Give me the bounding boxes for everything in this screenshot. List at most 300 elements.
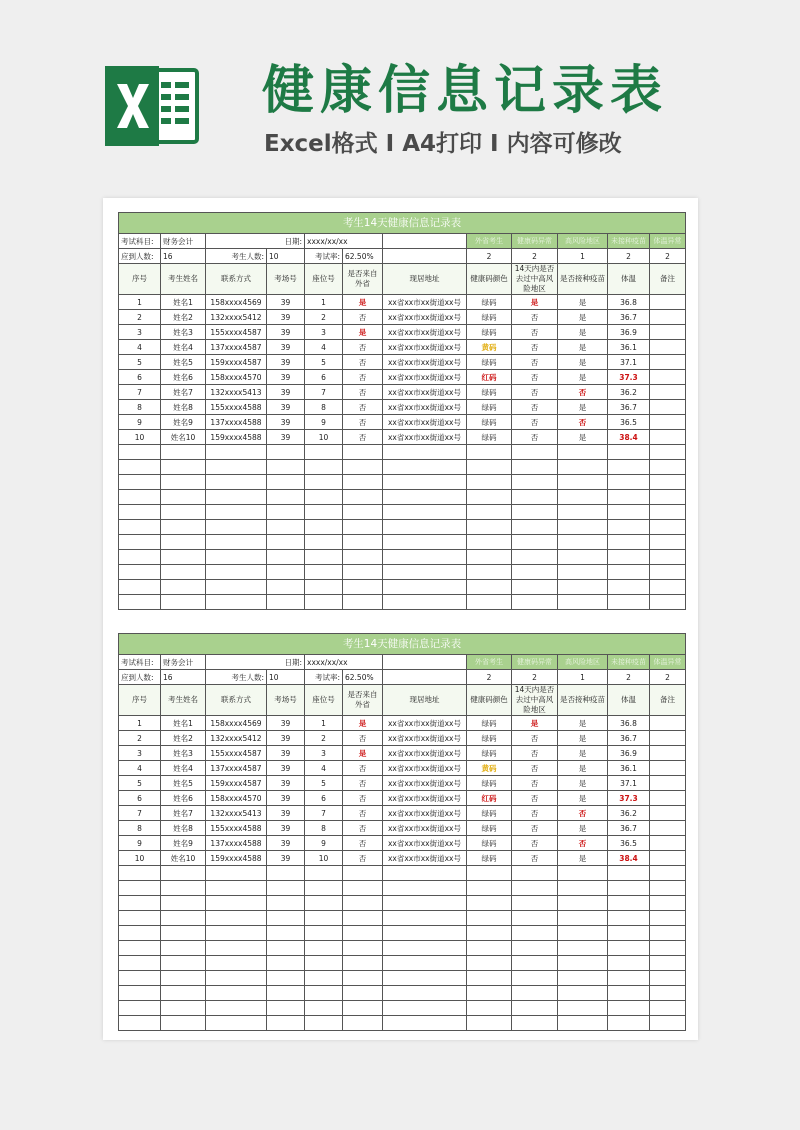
- cell-contact[interactable]: 137xxxx4588: [206, 415, 267, 430]
- empty-cell[interactable]: [267, 475, 305, 490]
- cell-name[interactable]: 姓名9: [161, 836, 206, 851]
- empty-cell[interactable]: [343, 535, 383, 550]
- empty-cell[interactable]: [558, 445, 608, 460]
- empty-cell[interactable]: [206, 595, 267, 610]
- cell-remarks[interactable]: [650, 851, 686, 866]
- empty-cell[interactable]: [305, 1016, 343, 1031]
- cell-room[interactable]: 39: [267, 836, 305, 851]
- empty-cell[interactable]: [119, 971, 161, 986]
- empty-cell[interactable]: [467, 1001, 512, 1016]
- cell-room[interactable]: 39: [267, 385, 305, 400]
- cell-contact[interactable]: 155xxxx4588: [206, 821, 267, 836]
- empty-cell[interactable]: [119, 881, 161, 896]
- cell-vaccinated[interactable]: 是: [558, 761, 608, 776]
- cell-address[interactable]: xx省xx市xx街道xx号: [383, 821, 467, 836]
- empty-cell[interactable]: [206, 535, 267, 550]
- date-value[interactable]: xxxx/xx/xx: [305, 234, 383, 249]
- empty-cell[interactable]: [267, 520, 305, 535]
- empty-cell[interactable]: [119, 550, 161, 565]
- cell-contact[interactable]: 137xxxx4587: [206, 340, 267, 355]
- empty-cell[interactable]: [206, 986, 267, 1001]
- empty-cell[interactable]: [383, 941, 467, 956]
- cell-address[interactable]: xx省xx市xx街道xx号: [383, 791, 467, 806]
- empty-cell[interactable]: [119, 911, 161, 926]
- cell-room[interactable]: 39: [267, 400, 305, 415]
- empty-cell[interactable]: [608, 565, 650, 580]
- expected-count-value[interactable]: 16: [161, 249, 206, 264]
- examinee-count-value[interactable]: 10: [267, 670, 305, 685]
- empty-cell[interactable]: [206, 460, 267, 475]
- cell-remarks[interactable]: [650, 295, 686, 310]
- empty-cell[interactable]: [467, 520, 512, 535]
- cell-remarks[interactable]: [650, 776, 686, 791]
- cell-index[interactable]: 2: [119, 731, 161, 746]
- cell-contact[interactable]: 159xxxx4588: [206, 430, 267, 445]
- cell-risk-area[interactable]: 否: [512, 746, 558, 761]
- cell-seat[interactable]: 8: [305, 400, 343, 415]
- empty-cell[interactable]: [608, 941, 650, 956]
- empty-cell[interactable]: [206, 896, 267, 911]
- empty-cell[interactable]: [383, 460, 467, 475]
- cell-contact[interactable]: 132xxxx5413: [206, 385, 267, 400]
- empty-cell[interactable]: [305, 535, 343, 550]
- empty-cell[interactable]: [558, 1016, 608, 1031]
- empty-cell[interactable]: [119, 490, 161, 505]
- cell-vaccinated[interactable]: 是: [558, 731, 608, 746]
- empty-cell[interactable]: [267, 941, 305, 956]
- cell-temperature[interactable]: 38.4: [608, 851, 650, 866]
- cell-room[interactable]: 39: [267, 791, 305, 806]
- cell-contact[interactable]: 158xxxx4569: [206, 716, 267, 731]
- cell-address[interactable]: xx省xx市xx街道xx号: [383, 325, 467, 340]
- empty-cell[interactable]: [343, 550, 383, 565]
- empty-cell[interactable]: [305, 896, 343, 911]
- cell-index[interactable]: 8: [119, 400, 161, 415]
- cell-health-code[interactable]: 绿码: [467, 821, 512, 836]
- empty-cell[interactable]: [558, 956, 608, 971]
- empty-cell[interactable]: [467, 911, 512, 926]
- cell-out-of-province[interactable]: 否: [343, 400, 383, 415]
- empty-cell[interactable]: [343, 460, 383, 475]
- empty-cell[interactable]: [206, 911, 267, 926]
- empty-cell[interactable]: [206, 520, 267, 535]
- cell-temperature[interactable]: 36.9: [608, 325, 650, 340]
- cell-address[interactable]: xx省xx市xx街道xx号: [383, 355, 467, 370]
- empty-cell[interactable]: [650, 941, 686, 956]
- cell-health-code[interactable]: 绿码: [467, 836, 512, 851]
- cell-seat[interactable]: 9: [305, 415, 343, 430]
- empty-cell[interactable]: [161, 941, 206, 956]
- empty-cell[interactable]: [161, 520, 206, 535]
- empty-cell[interactable]: [512, 896, 558, 911]
- cell-index[interactable]: 7: [119, 385, 161, 400]
- cell-vaccinated[interactable]: 否: [558, 385, 608, 400]
- cell-health-code[interactable]: 绿码: [467, 400, 512, 415]
- empty-cell[interactable]: [512, 535, 558, 550]
- empty-cell[interactable]: [467, 505, 512, 520]
- empty-cell[interactable]: [305, 971, 343, 986]
- empty-cell[interactable]: [119, 1001, 161, 1016]
- empty-cell[interactable]: [305, 595, 343, 610]
- empty-cell[interactable]: [383, 986, 467, 1001]
- cell-out-of-province[interactable]: 否: [343, 430, 383, 445]
- empty-cell[interactable]: [206, 866, 267, 881]
- empty-cell[interactable]: [608, 911, 650, 926]
- empty-cell[interactable]: [512, 550, 558, 565]
- empty-cell[interactable]: [608, 866, 650, 881]
- empty-cell[interactable]: [343, 956, 383, 971]
- empty-cell[interactable]: [119, 460, 161, 475]
- empty-cell[interactable]: [558, 971, 608, 986]
- cell-seat[interactable]: 7: [305, 806, 343, 821]
- empty-cell[interactable]: [305, 881, 343, 896]
- cell-index[interactable]: 5: [119, 355, 161, 370]
- empty-cell[interactable]: [383, 971, 467, 986]
- empty-cell[interactable]: [343, 490, 383, 505]
- cell-risk-area[interactable]: 否: [512, 791, 558, 806]
- cell-health-code[interactable]: 绿码: [467, 385, 512, 400]
- cell-room[interactable]: 39: [267, 295, 305, 310]
- empty-cell[interactable]: [650, 475, 686, 490]
- empty-cell[interactable]: [467, 941, 512, 956]
- cell-remarks[interactable]: [650, 791, 686, 806]
- empty-cell[interactable]: [343, 475, 383, 490]
- empty-cell[interactable]: [467, 475, 512, 490]
- cell-address[interactable]: xx省xx市xx街道xx号: [383, 400, 467, 415]
- empty-cell[interactable]: [558, 565, 608, 580]
- empty-cell[interactable]: [343, 1001, 383, 1016]
- cell-room[interactable]: 39: [267, 806, 305, 821]
- cell-health-code[interactable]: 绿码: [467, 776, 512, 791]
- cell-contact[interactable]: 132xxxx5412: [206, 310, 267, 325]
- cell-seat[interactable]: 4: [305, 340, 343, 355]
- empty-cell[interactable]: [512, 866, 558, 881]
- cell-temperature[interactable]: 38.4: [608, 430, 650, 445]
- empty-cell[interactable]: [383, 475, 467, 490]
- empty-cell[interactable]: [119, 986, 161, 1001]
- empty-cell[interactable]: [343, 520, 383, 535]
- empty-cell[interactable]: [119, 896, 161, 911]
- empty-cell[interactable]: [161, 505, 206, 520]
- cell-room[interactable]: 39: [267, 821, 305, 836]
- empty-cell[interactable]: [558, 505, 608, 520]
- empty-cell[interactable]: [608, 1001, 650, 1016]
- empty-cell[interactable]: [383, 550, 467, 565]
- empty-cell[interactable]: [650, 1001, 686, 1016]
- empty-cell[interactable]: [467, 956, 512, 971]
- cell-remarks[interactable]: [650, 340, 686, 355]
- cell-remarks[interactable]: [650, 746, 686, 761]
- empty-cell[interactable]: [383, 595, 467, 610]
- empty-cell[interactable]: [558, 866, 608, 881]
- cell-index[interactable]: 9: [119, 415, 161, 430]
- empty-cell[interactable]: [119, 1016, 161, 1031]
- cell-risk-area[interactable]: 否: [512, 415, 558, 430]
- empty-cell[interactable]: [161, 986, 206, 1001]
- empty-cell[interactable]: [206, 505, 267, 520]
- cell-health-code[interactable]: 绿码: [467, 325, 512, 340]
- cell-contact[interactable]: 155xxxx4588: [206, 400, 267, 415]
- empty-cell[interactable]: [558, 926, 608, 941]
- cell-out-of-province[interactable]: 是: [343, 716, 383, 731]
- cell-vaccinated[interactable]: 是: [558, 430, 608, 445]
- cell-health-code[interactable]: 绿码: [467, 430, 512, 445]
- empty-cell[interactable]: [608, 445, 650, 460]
- cell-out-of-province[interactable]: 否: [343, 791, 383, 806]
- empty-cell[interactable]: [558, 941, 608, 956]
- cell-temperature[interactable]: 36.2: [608, 806, 650, 821]
- cell-health-code[interactable]: 绿码: [467, 806, 512, 821]
- empty-cell[interactable]: [650, 505, 686, 520]
- cell-risk-area[interactable]: 是: [512, 295, 558, 310]
- empty-cell[interactable]: [512, 1001, 558, 1016]
- cell-index[interactable]: 6: [119, 791, 161, 806]
- cell-temperature[interactable]: 36.8: [608, 716, 650, 731]
- empty-cell[interactable]: [467, 896, 512, 911]
- empty-cell[interactable]: [206, 1001, 267, 1016]
- empty-cell[interactable]: [608, 505, 650, 520]
- empty-cell[interactable]: [267, 911, 305, 926]
- cell-contact[interactable]: 159xxxx4587: [206, 776, 267, 791]
- cell-seat[interactable]: 2: [305, 731, 343, 746]
- cell-index[interactable]: 4: [119, 761, 161, 776]
- cell-health-code[interactable]: 绿码: [467, 716, 512, 731]
- cell-remarks[interactable]: [650, 325, 686, 340]
- empty-cell[interactable]: [383, 911, 467, 926]
- cell-address[interactable]: xx省xx市xx街道xx号: [383, 340, 467, 355]
- cell-index[interactable]: 9: [119, 836, 161, 851]
- empty-cell[interactable]: [161, 580, 206, 595]
- empty-cell[interactable]: [608, 971, 650, 986]
- cell-name[interactable]: 姓名1: [161, 295, 206, 310]
- cell-address[interactable]: xx省xx市xx街道xx号: [383, 370, 467, 385]
- empty-cell[interactable]: [650, 580, 686, 595]
- empty-cell[interactable]: [343, 986, 383, 1001]
- empty-cell[interactable]: [267, 881, 305, 896]
- cell-address[interactable]: xx省xx市xx街道xx号: [383, 851, 467, 866]
- cell-contact[interactable]: 132xxxx5412: [206, 731, 267, 746]
- empty-cell[interactable]: [343, 505, 383, 520]
- cell-name[interactable]: 姓名7: [161, 385, 206, 400]
- cell-name[interactable]: 姓名2: [161, 310, 206, 325]
- cell-name[interactable]: 姓名3: [161, 746, 206, 761]
- empty-cell[interactable]: [206, 565, 267, 580]
- cell-room[interactable]: 39: [267, 746, 305, 761]
- empty-cell[interactable]: [305, 866, 343, 881]
- cell-risk-area[interactable]: 否: [512, 430, 558, 445]
- cell-contact[interactable]: 158xxxx4570: [206, 791, 267, 806]
- empty-cell[interactable]: [383, 505, 467, 520]
- empty-cell[interactable]: [305, 911, 343, 926]
- cell-room[interactable]: 39: [267, 761, 305, 776]
- empty-cell[interactable]: [512, 490, 558, 505]
- cell-contact[interactable]: 158xxxx4569: [206, 295, 267, 310]
- empty-cell[interactable]: [119, 926, 161, 941]
- cell-health-code[interactable]: 黄码: [467, 761, 512, 776]
- cell-risk-area[interactable]: 否: [512, 761, 558, 776]
- empty-cell[interactable]: [608, 986, 650, 1001]
- cell-contact[interactable]: 155xxxx4587: [206, 325, 267, 340]
- empty-cell[interactable]: [305, 941, 343, 956]
- cell-room[interactable]: 39: [267, 851, 305, 866]
- cell-address[interactable]: xx省xx市xx街道xx号: [383, 716, 467, 731]
- empty-cell[interactable]: [467, 580, 512, 595]
- cell-name[interactable]: 姓名8: [161, 400, 206, 415]
- cell-name[interactable]: 姓名4: [161, 340, 206, 355]
- empty-cell[interactable]: [650, 550, 686, 565]
- cell-contact[interactable]: 159xxxx4588: [206, 851, 267, 866]
- cell-temperature[interactable]: 36.8: [608, 295, 650, 310]
- cell-name[interactable]: 姓名10: [161, 430, 206, 445]
- cell-health-code[interactable]: 绿码: [467, 851, 512, 866]
- cell-vaccinated[interactable]: 是: [558, 295, 608, 310]
- empty-cell[interactable]: [119, 941, 161, 956]
- empty-cell[interactable]: [119, 580, 161, 595]
- cell-room[interactable]: 39: [267, 325, 305, 340]
- empty-cell[interactable]: [305, 490, 343, 505]
- empty-cell[interactable]: [608, 881, 650, 896]
- cell-risk-area[interactable]: 否: [512, 400, 558, 415]
- empty-cell[interactable]: [383, 580, 467, 595]
- empty-cell[interactable]: [206, 580, 267, 595]
- empty-cell[interactable]: [512, 445, 558, 460]
- empty-cell[interactable]: [650, 971, 686, 986]
- empty-cell[interactable]: [512, 565, 558, 580]
- empty-cell[interactable]: [512, 595, 558, 610]
- cell-address[interactable]: xx省xx市xx街道xx号: [383, 430, 467, 445]
- cell-temperature[interactable]: 36.2: [608, 385, 650, 400]
- empty-cell[interactable]: [512, 1016, 558, 1031]
- cell-contact[interactable]: 137xxxx4587: [206, 761, 267, 776]
- cell-room[interactable]: 39: [267, 415, 305, 430]
- cell-out-of-province[interactable]: 否: [343, 776, 383, 791]
- cell-seat[interactable]: 7: [305, 385, 343, 400]
- cell-address[interactable]: xx省xx市xx街道xx号: [383, 415, 467, 430]
- cell-health-code[interactable]: 绿码: [467, 355, 512, 370]
- cell-remarks[interactable]: [650, 731, 686, 746]
- cell-remarks[interactable]: [650, 716, 686, 731]
- empty-cell[interactable]: [206, 956, 267, 971]
- empty-cell[interactable]: [119, 565, 161, 580]
- empty-cell[interactable]: [161, 896, 206, 911]
- cell-out-of-province[interactable]: 是: [343, 295, 383, 310]
- empty-cell[interactable]: [467, 550, 512, 565]
- empty-cell[interactable]: [608, 460, 650, 475]
- expected-count-value[interactable]: 16: [161, 670, 206, 685]
- empty-cell[interactable]: [608, 535, 650, 550]
- empty-cell[interactable]: [267, 866, 305, 881]
- cell-address[interactable]: xx省xx市xx街道xx号: [383, 776, 467, 791]
- cell-index[interactable]: 6: [119, 370, 161, 385]
- empty-cell[interactable]: [343, 1016, 383, 1031]
- cell-name[interactable]: 姓名8: [161, 821, 206, 836]
- empty-cell[interactable]: [467, 866, 512, 881]
- empty-cell[interactable]: [650, 866, 686, 881]
- empty-cell[interactable]: [650, 535, 686, 550]
- cell-risk-area[interactable]: 否: [512, 340, 558, 355]
- empty-cell[interactable]: [343, 445, 383, 460]
- empty-cell[interactable]: [161, 535, 206, 550]
- empty-cell[interactable]: [383, 490, 467, 505]
- cell-seat[interactable]: 2: [305, 310, 343, 325]
- cell-risk-area[interactable]: 否: [512, 836, 558, 851]
- cell-address[interactable]: xx省xx市xx街道xx号: [383, 806, 467, 821]
- empty-cell[interactable]: [206, 445, 267, 460]
- empty-cell[interactable]: [267, 460, 305, 475]
- empty-cell[interactable]: [305, 445, 343, 460]
- cell-risk-area[interactable]: 否: [512, 821, 558, 836]
- empty-cell[interactable]: [305, 565, 343, 580]
- empty-cell[interactable]: [267, 896, 305, 911]
- empty-cell[interactable]: [343, 580, 383, 595]
- cell-remarks[interactable]: [650, 430, 686, 445]
- cell-index[interactable]: 3: [119, 325, 161, 340]
- empty-cell[interactable]: [512, 881, 558, 896]
- empty-cell[interactable]: [119, 956, 161, 971]
- empty-cell[interactable]: [608, 580, 650, 595]
- empty-cell[interactable]: [161, 445, 206, 460]
- empty-cell[interactable]: [161, 490, 206, 505]
- empty-cell[interactable]: [558, 460, 608, 475]
- empty-cell[interactable]: [383, 956, 467, 971]
- empty-cell[interactable]: [305, 580, 343, 595]
- cell-out-of-province[interactable]: 否: [343, 310, 383, 325]
- cell-vaccinated[interactable]: 否: [558, 806, 608, 821]
- cell-health-code[interactable]: 黄码: [467, 340, 512, 355]
- cell-index[interactable]: 2: [119, 310, 161, 325]
- empty-cell[interactable]: [383, 535, 467, 550]
- cell-remarks[interactable]: [650, 400, 686, 415]
- cell-seat[interactable]: 10: [305, 851, 343, 866]
- empty-cell[interactable]: [119, 535, 161, 550]
- cell-seat[interactable]: 8: [305, 821, 343, 836]
- cell-contact[interactable]: 159xxxx4587: [206, 355, 267, 370]
- cell-name[interactable]: 姓名10: [161, 851, 206, 866]
- cell-temperature[interactable]: 36.5: [608, 836, 650, 851]
- empty-cell[interactable]: [650, 490, 686, 505]
- empty-cell[interactable]: [467, 971, 512, 986]
- cell-room[interactable]: 39: [267, 430, 305, 445]
- empty-cell[interactable]: [119, 475, 161, 490]
- empty-cell[interactable]: [161, 475, 206, 490]
- cell-vaccinated[interactable]: 是: [558, 370, 608, 385]
- cell-vaccinated[interactable]: 是: [558, 716, 608, 731]
- cell-out-of-province[interactable]: 是: [343, 325, 383, 340]
- empty-cell[interactable]: [206, 971, 267, 986]
- cell-out-of-province[interactable]: 否: [343, 851, 383, 866]
- empty-cell[interactable]: [467, 565, 512, 580]
- cell-risk-area[interactable]: 否: [512, 776, 558, 791]
- cell-out-of-province[interactable]: 否: [343, 731, 383, 746]
- cell-room[interactable]: 39: [267, 731, 305, 746]
- empty-cell[interactable]: [467, 881, 512, 896]
- cell-remarks[interactable]: [650, 761, 686, 776]
- cell-vaccinated[interactable]: 是: [558, 821, 608, 836]
- empty-cell[interactable]: [467, 926, 512, 941]
- empty-cell[interactable]: [512, 911, 558, 926]
- empty-cell[interactable]: [206, 550, 267, 565]
- empty-cell[interactable]: [383, 1001, 467, 1016]
- empty-cell[interactable]: [467, 535, 512, 550]
- cell-out-of-province[interactable]: 否: [343, 355, 383, 370]
- empty-cell[interactable]: [558, 520, 608, 535]
- cell-vaccinated[interactable]: 是: [558, 776, 608, 791]
- cell-out-of-province[interactable]: 否: [343, 761, 383, 776]
- cell-vaccinated[interactable]: 是: [558, 325, 608, 340]
- cell-index[interactable]: 8: [119, 821, 161, 836]
- empty-cell[interactable]: [608, 595, 650, 610]
- empty-cell[interactable]: [305, 550, 343, 565]
